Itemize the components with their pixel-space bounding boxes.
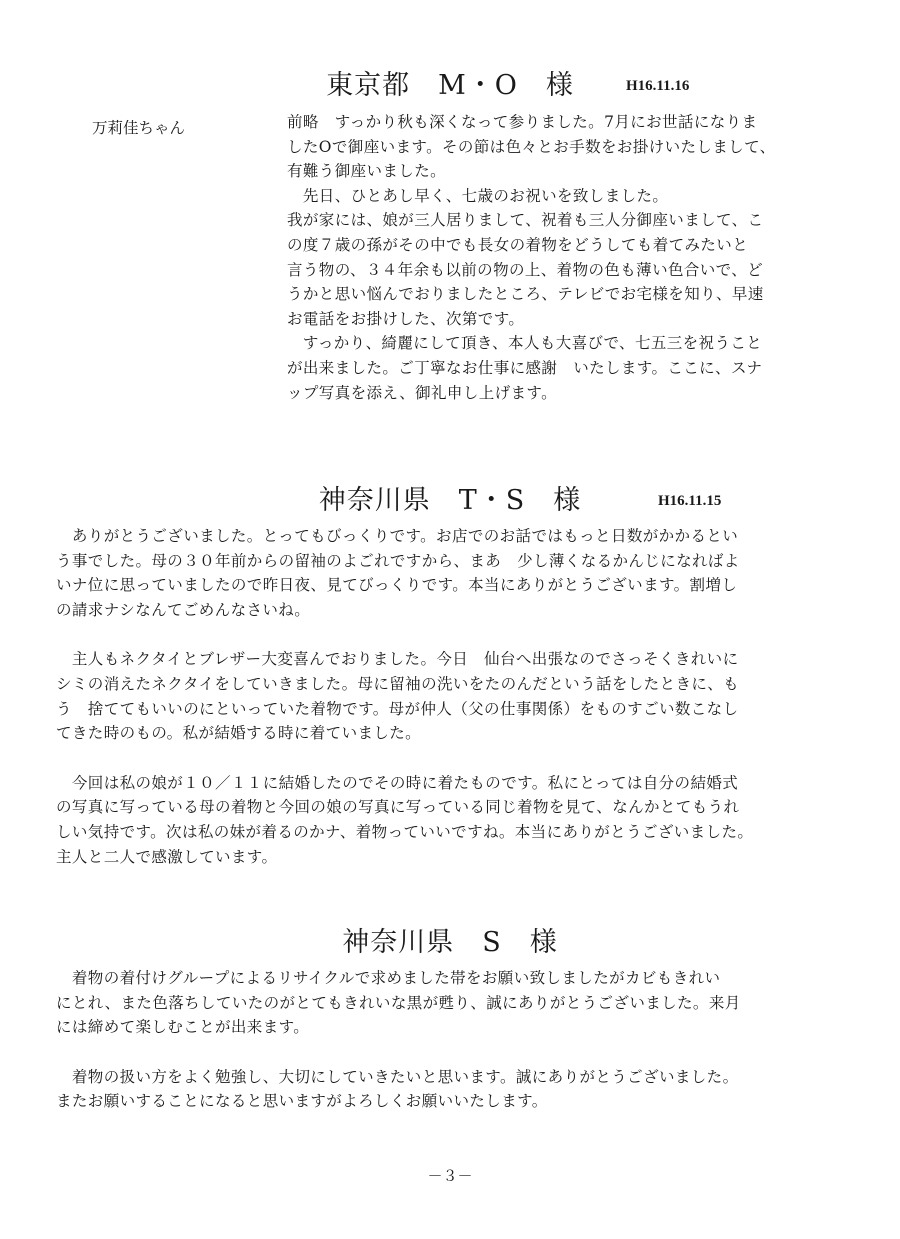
entry-3-title: 神奈川県 S 様 <box>342 927 558 958</box>
text-line: しい気持です。次は私の妹が着るのかナ、着物っていいですね。本当にありがとうございました。 <box>56 822 754 841</box>
text-line: 前略 すっかり秋も深くなって参りました。7月にお世話になりま <box>287 113 758 131</box>
entry-2-heading <box>0 483 900 519</box>
text-line: てきた時のもの。私が結婚する時に着ていました。 <box>56 724 422 743</box>
text-line: いナ位に思っていましたので昨日夜、見てびっくりです。本当にありがとうございます。割増し <box>56 576 738 595</box>
paragraph <box>56 966 856 1040</box>
text-line: が出来ました。ご丁寧なお仕事に感謝 いたします。ここに、スナ <box>287 358 763 377</box>
text-line: シミの消えたネクタイをしていきました。母に留袖の洗いをたのんだという話をしたときに、も <box>56 674 740 693</box>
text-line: にとれ、また色落ちしていたのがとてもきれいな黒が甦り、誠にありがとうございました。来月 <box>56 993 741 1012</box>
text-line: 有難う御座いました。 <box>287 162 447 181</box>
text-line: 先日、ひとあし早く、七歳のお祝いを致しました。 <box>287 186 669 205</box>
paragraph <box>56 771 856 869</box>
text-line: すっかり、綺麗にして頂き、本人も大喜びで、七五三を祝うこと <box>287 334 763 353</box>
entry-1-recipient: 万莉佳ちゃん <box>92 119 186 137</box>
entry-2-body <box>56 524 856 869</box>
text-line: の請求ナシなんてごめんなさいね。 <box>56 600 311 619</box>
text-line: 主人と二人で感激しています。 <box>56 847 278 866</box>
entry-3-heading <box>0 925 900 961</box>
text-line: またお願いすることになると思いますがよろしくお願いいたします。 <box>56 1092 548 1111</box>
text-line: うかと思い悩んでおりましたところ、テレビでお宅様を知り、早速 <box>287 285 764 304</box>
text-line: の度７歳の孫がその中でも長女の着物をどうしても着てみたいと <box>287 235 749 254</box>
text-line: 我が家には、娘が三人居りまして、祝着も三人分御座いまして、こ <box>287 211 764 230</box>
text-line: の写真に写っている母の着物と今回の娘の写真に写っている同じ着物を見て、なんかとてもうれ <box>56 798 740 817</box>
text-line: 着物の着付けグループによるリサイクルで求めました帯をお願い致しましたがカビもきれい <box>56 969 721 987</box>
page-number: －３－ <box>427 1167 473 1185</box>
text-line: ありがとうございました。とってもびっくりです。お店でのお話ではもっと日数がかかるとい <box>56 527 739 545</box>
entry-3-body <box>56 966 856 1114</box>
paragraph <box>56 1065 856 1114</box>
entry-2-title: 神奈川県 T・S 様 <box>318 485 582 516</box>
entry-1-heading <box>0 68 900 104</box>
text-line: ップ写真を添え、御礼申し上げます。 <box>287 383 557 402</box>
text-line: お電話をお掛けした、次第です。 <box>287 309 525 328</box>
entry-2-date: H16.11.15 <box>658 493 722 509</box>
text-line: 主人もネクタイとブレザー大変喜んでおりました。今日 仙台へ出張なのでさっそくきれいに <box>56 650 739 669</box>
paragraph <box>56 647 856 745</box>
entry-1-date: H16.11.16 <box>626 78 690 94</box>
text-line: う事でした。母の３０年前からの留袖のよごれですから、まあ 少し薄くなるかんじになればよ <box>56 551 740 570</box>
text-line: う 捨ててもいいのにといっていた着物です。母が仲人（父の仕事関係）をものすごい数こなし <box>56 699 739 718</box>
text-line: 今回は私の娘が１０／１１に結婚したのでその時に着たものです。私にとっては自分の結婚式 <box>56 773 739 792</box>
entry-1-body <box>287 110 847 405</box>
paragraph <box>56 524 856 622</box>
text-line: したOで御座います。その節は色々とお手数をお掛けいたしまして、 <box>287 137 776 156</box>
text-line: 言う物の、３４年余も以前の物の上、着物の色も薄い色合いで、ど <box>287 260 764 279</box>
text-line: 着物の扱い方をよく勉強し、大切にしていきたいと思います。誠にありがとうございました。 <box>56 1067 739 1086</box>
entry-1-title: 東京都 M・O 様 <box>326 70 574 101</box>
text-line: には締めて楽しむことが出来ます。 <box>56 1018 310 1037</box>
